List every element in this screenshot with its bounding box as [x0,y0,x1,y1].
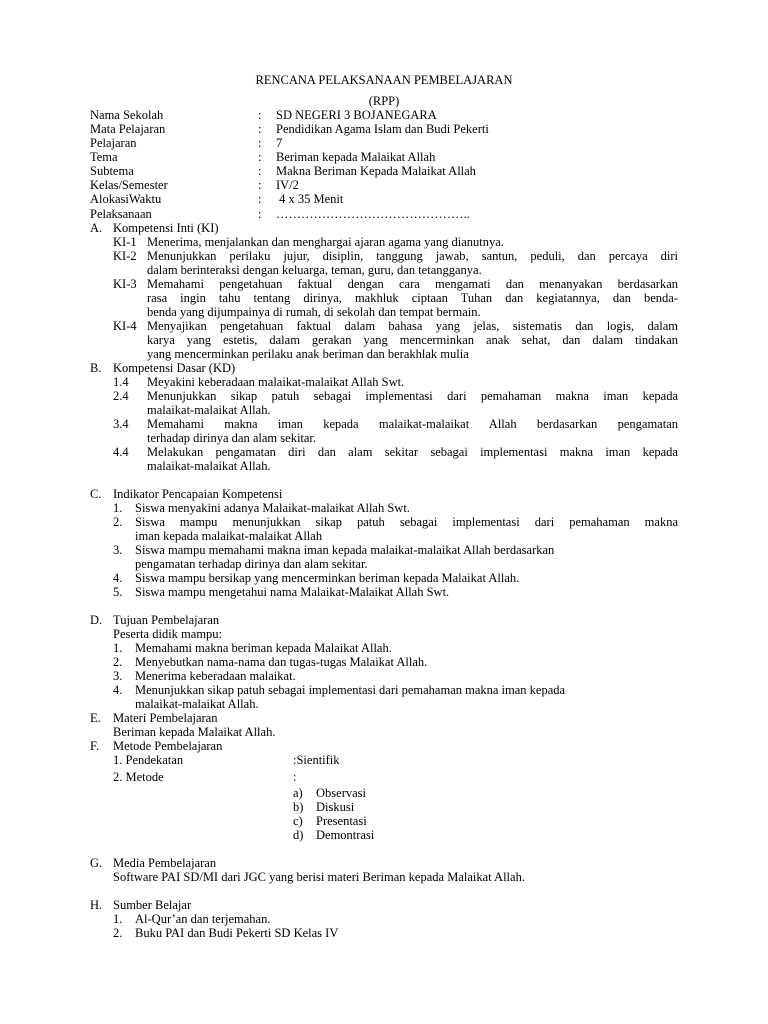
document-title: RENCANA PELAKSANAAN PEMBELAJARAN [255,73,513,87]
item-line: Melakukan pengamatan diri dan alam sekitar sebagai implementasi makna iman kepada [147,445,678,459]
identity-label: AlokasiWaktu [90,192,162,206]
section-title: Indikator Pencapaian Kompetensi [113,487,283,501]
section-title: Kompetensi Dasar (KD) [113,361,236,375]
item-line: pengamatan terhadap dirinya dan alam sekitar. [135,557,368,571]
item-code: 4.4 [113,445,129,459]
metode-colon: : [293,770,297,784]
item-code: 2. [113,515,123,529]
item-code: 2. [113,926,123,940]
identity-value: ……………………………………….. [276,207,470,221]
section-title: Metode Pembelajaran [113,739,223,753]
item-line: Siswa mampu mengetahui nama Malaikat-Malaikat Allah Swt. [135,585,450,599]
item-line: malaikat-malaikat Allah. [147,459,271,473]
item-code: KI-1 [113,235,137,249]
item-code: 1. [113,501,123,515]
identity-colon: : [258,108,262,122]
item-line: Siswa menyakini adanya Malaikat-malaikat Allah Swt. [135,501,410,515]
pendekatan-value: :Sientifik [293,753,340,767]
identity-value: Beriman kepada Malaikat Allah [276,150,436,164]
pendekatan-label: 1. Pendekatan [113,753,184,767]
identity-label: Tema [90,150,118,164]
item-line: karya yang estetis, dalam gerakan yang mencerminkan anak sehat, dan dalam tindakan [147,333,678,347]
item-code: 3. [113,669,123,683]
identity-label: Pelaksanaan [90,207,152,221]
identity-label: Mata Pelajaran [90,122,166,136]
identity-colon: : [258,178,262,192]
section-letter: H. [90,898,103,912]
identity-value: 4 x 35 Menit [276,192,344,206]
item-code: 1. [113,912,123,926]
item-line: benda yang dijumpainya di rumah, di sekolah dan tempat bermain. [147,305,481,319]
section-title: Media Pembelajaran [113,856,217,870]
item-line: malaikat-malaikat Allah. [147,403,271,417]
item-line: Menerima keberadaan malaikat. [135,669,296,683]
item-line: Menunjukkan sikap patuh sebagai implementasi dari pemahaman makna iman kepada [147,389,678,403]
item-line: Siswa mampu memahami makna iman kepada malaikat-malaikat Allah berdasarkan [135,543,555,557]
identity-label: Kelas/Semester [90,178,168,192]
item-line: yang mencerminkan perilaku anak beriman dan berakhlak mulia [147,347,469,361]
document-subtitle: (RPP) [368,94,400,108]
item-line: terhadap dirinya dan alam sekitar. [147,431,317,445]
section-letter: C. [90,487,102,501]
method-text: Observasi [316,786,366,800]
method-text: Presentasi [316,814,367,828]
section-letter: A. [90,221,103,235]
item-line: dalam berinteraksi dengan keluarga, teman, guru, dan tetangganya. [147,263,482,277]
section-body: Software PAI SD/MI dari JGC yang berisi materi Beriman kepada Malaikat Allah. [113,870,525,884]
item-line: Meyakini keberadaan malaikat-malaikat Allah Swt. [147,375,405,389]
section-title: Kompetensi Inti (KI) [113,221,219,235]
identity-label: Pelajaran [90,136,137,150]
method-code: b) [293,800,304,814]
item-code: KI-4 [113,319,137,333]
method-code: a) [293,786,303,800]
identity-colon: : [258,122,262,136]
metode-label: 2. Metode [113,770,164,784]
item-line: Buku PAI dan Budi Pekerti SD Kelas IV [135,926,339,940]
item-code: 2.4 [113,389,129,403]
item-code: 1.4 [113,375,129,389]
identity-label: Subtema [90,164,134,178]
section-letter: B. [90,361,102,375]
identity-value: 7 [276,136,283,150]
item-code: KI-2 [113,249,137,263]
item-code: 3.4 [113,417,129,431]
item-code: 1. [113,641,123,655]
section-letter: D. [90,613,103,627]
method-code: d) [293,828,304,842]
item-line: rasa ingin tahu tentang dirinya, makhluk ciptaan Tuhan dan kegiatannya, dan benda- [147,291,678,305]
identity-colon: : [258,150,262,164]
item-line: Memahami makna beriman kepada Malaikat Allah. [135,641,392,655]
method-text: Demontrasi [316,828,375,842]
item-code: 4. [113,571,123,585]
method-code: c) [293,814,303,828]
section-letter: F. [90,739,100,753]
item-line: Siswa mampu menunjukkan sikap patuh sebagai implementasi dari pemahaman makna [135,515,678,529]
item-line: Siswa mampu bersikap yang mencerminkan beriman kepada Malaikat Allah. [135,571,520,585]
identity-value: Pendidikan Agama Islam dan Budi Pekerti [276,122,489,136]
item-code: 5. [113,585,123,599]
section-letter: E. [90,711,101,725]
identity-colon: : [258,192,262,206]
section-intro: Peserta didik mampu: [113,627,223,641]
item-line: iman kepada malaikat-malaikat Allah [135,529,323,543]
item-line: malaikat-malaikat Allah. [135,697,259,711]
item-line: Memahami pengetahuan faktual dengan cara mengamati dan menanyakan berdasarkan [147,277,678,291]
item-line: Memahami makna iman kepada malaikat-malaikat Allah berdasarkan pengamatan [147,417,678,431]
section-title: Materi Pembelajaran [113,711,218,725]
item-code: KI-3 [113,277,137,291]
item-line: Menyajikan pengetahuan faktual dalam bahasa yang jelas, sistematis dan logis, dalam [147,319,678,333]
identity-colon: : [258,136,262,150]
item-line: Menunjukkan perilaku jujur, disiplin, tanggung jawab, santun, peduli, dan percaya diri [147,249,678,263]
section-title: Sumber Belajar [113,898,192,912]
item-line: Menerima, menjalankan dan menghargai ajaran agama yang dianutnya. [147,235,504,249]
identity-value: Makna Beriman Kepada Malaikat Allah [276,164,476,178]
item-code: 4. [113,683,123,697]
item-line: Al-Qur’an dan terjemahan. [135,912,271,926]
identity-value: SD NEGERI 3 BOJANEGARA [276,108,437,122]
item-line: Menunjukkan sikap patuh sebagai implementasi dari pemahaman makna iman kepada [135,683,566,697]
item-line: Menyebutkan nama-nama dan tugas-tugas Malaikat Allah. [135,655,428,669]
identity-colon: : [258,164,262,178]
identity-value: IV/2 [276,178,299,192]
item-code: 2. [113,655,123,669]
section-letter: G. [90,856,103,870]
section-body: Beriman kepada Malaikat Allah. [113,725,276,739]
item-code: 3. [113,543,123,557]
method-text: Diskusi [316,800,355,814]
identity-colon: : [258,207,262,221]
section-title: Tujuan Pembelajaran [113,613,220,627]
identity-label: Nama Sekolah [90,108,164,122]
